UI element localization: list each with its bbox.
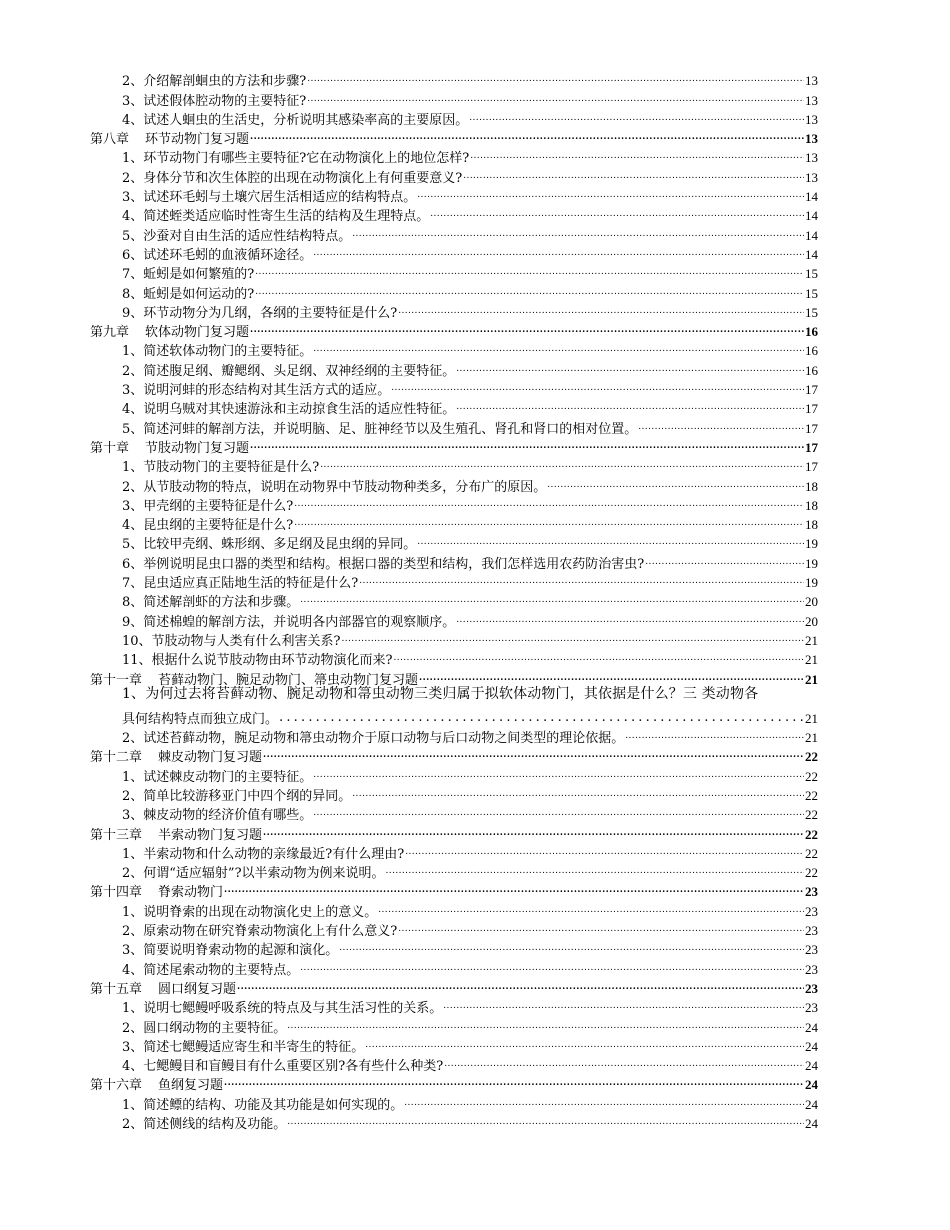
dot-leader: [391, 375, 804, 394]
dot-leader: [444, 1051, 804, 1070]
dot-leader: [279, 704, 804, 723]
dot-leader: [359, 568, 804, 587]
dot-leader: [263, 742, 804, 761]
page-number: 23: [805, 961, 818, 977]
page-number: 24: [805, 1019, 818, 1035]
chapter-heading: [90, 323, 249, 342]
dot-leader: [250, 433, 804, 452]
dot-leader: [313, 336, 804, 355]
dot-leader: [443, 993, 804, 1012]
chapter-number: 第十三章: [90, 827, 143, 843]
page-number: 17: [805, 401, 818, 417]
page-number: 19: [805, 575, 818, 591]
page-number: 17: [805, 382, 818, 398]
page-number: 18: [805, 517, 818, 533]
dot-leader: [263, 819, 804, 838]
item-text: 3、说明河蚌的形态结构对其生活方式的适应。: [122, 383, 391, 399]
dot-leader: [300, 954, 804, 973]
dot-leader: [339, 935, 804, 954]
dot-leader: [394, 645, 804, 664]
page-number: 13: [805, 73, 818, 89]
page-number: 13: [805, 92, 818, 108]
chapter-heading: [90, 883, 223, 902]
item-text: 1、简述鳔的结构、功能及其功能是如何实现的。: [122, 1097, 404, 1113]
chapter-title: 鱼纲复习题: [158, 1078, 224, 1094]
item-text: 2、何谓“适应辐射”?以半索动物为例来说明。: [122, 866, 385, 882]
page-number: 14: [805, 246, 818, 262]
dot-leader: [250, 317, 804, 336]
dot-leader: [300, 587, 804, 606]
chapter-title: 环节动物门复习题: [145, 132, 250, 148]
page-number: 24: [805, 1058, 818, 1074]
item-text-line1: 1、为何过去将苔藓动物、腕足动物和箒虫动物三类归属于拟软体动物门，其依据是什么？三 类动物各: [122, 685, 759, 702]
page-number: 23: [805, 884, 818, 900]
table-of-contents: [90, 66, 818, 1133]
item-text: 3、试述假体腔动物的主要特征?: [122, 93, 307, 109]
page-number: 22: [805, 768, 818, 784]
item-text: 2、原索动物在研究脊索动物演化上有什么意义?: [122, 924, 398, 940]
chapter-number: 第八章: [90, 132, 130, 148]
page-number: 24: [805, 1077, 818, 1093]
page-number: 21: [805, 671, 818, 687]
page-number: 21: [805, 710, 818, 726]
page-number: 13: [805, 131, 818, 147]
dot-leader: [456, 606, 804, 625]
chapter-title: 圆口纲复习题: [158, 981, 237, 997]
dot-leader: [224, 1070, 804, 1089]
dot-leader: [378, 896, 804, 915]
page-number: 18: [805, 497, 818, 513]
page-number: 21: [805, 632, 818, 648]
chapter-heading: [90, 980, 236, 999]
page-number: 18: [805, 478, 818, 494]
dot-leader: [398, 916, 804, 935]
item-text: 7、昆虫适应真正陆地生活的特征是什么?: [122, 576, 359, 592]
item-text: 3、棘皮动物的经济价值有哪些。: [122, 808, 313, 824]
dot-leader: [255, 278, 804, 297]
item-text: 7、蚯蚓是如何繁殖的?: [122, 267, 255, 283]
page-number: 13: [805, 169, 818, 185]
item-text: 2、介绍解剖蛔虫的方法和步骤?: [122, 74, 307, 90]
dot-leader: [287, 1109, 804, 1128]
dot-leader: [294, 491, 804, 510]
dot-leader: [625, 723, 804, 742]
page-number: 14: [805, 208, 818, 224]
dot-leader: [463, 162, 804, 181]
item-text: 1、试述棘皮动物门的主要特征。: [122, 769, 313, 785]
page-number: 22: [805, 749, 818, 765]
item-text: 6、举例说明昆虫口器的类型和结构。根据口器的类型和结构，我们怎样选用农药防治害虫?: [122, 556, 645, 572]
item-text: 1、环节动物门有哪些主要特征?它在动物演化上的地位怎样?: [122, 151, 470, 167]
page-number: 22: [805, 865, 818, 881]
page-number: 15: [805, 266, 818, 282]
item-text: 1、说明脊索的出现在动物演化史上的意义。: [122, 904, 378, 920]
page-number: 23: [805, 923, 818, 939]
chapter-number: 第十一章: [90, 672, 143, 688]
item-text: 2、简单比较游移亚门中四个纲的异同。: [122, 788, 352, 804]
item-text: 2、圆口纲动物的主要特征。: [122, 1020, 287, 1036]
item-text: 5、沙蚕对自由生活的适应性结构特点。: [122, 228, 352, 244]
dot-leader: [237, 974, 804, 993]
page-number: 21: [805, 730, 818, 746]
page-number: 21: [805, 652, 818, 668]
chapter-title: 脊索动物门: [158, 885, 224, 901]
chapter-number: 第十六章: [90, 1078, 143, 1094]
page-number: 22: [805, 845, 818, 861]
dot-leader: [313, 761, 804, 780]
chapter-heading: [90, 439, 249, 458]
page-number: 23: [805, 1000, 818, 1016]
chapter-title: 棘皮动物门复习题: [158, 750, 263, 766]
page-number: 23: [805, 942, 818, 958]
item-text: 2、身体分节和次生体腔的出现在动物演化上有何重要意义?: [122, 170, 463, 186]
item-text: 11、根据什么说节肢动物由环节动物演化而来?: [122, 653, 393, 669]
dot-leader: [404, 1089, 804, 1108]
chapter-title: 半索动物门复习题: [158, 827, 263, 843]
page-number: 20: [805, 613, 818, 629]
item-text: 2、简述腹足纲、瓣鳃纲、头足纲、双神经纲的主要特征。: [122, 363, 456, 379]
item-text: 5、比较甲壳纲、蛛形纲、多足纲及昆虫纲的异同。: [122, 537, 417, 553]
toc-item-row: [90, 684, 818, 727]
page-number: 23: [805, 980, 818, 996]
dot-leader: [255, 259, 804, 278]
dot-leader: [456, 355, 804, 374]
item-text-line2-row: [90, 704, 818, 727]
page-number: 16: [805, 324, 818, 340]
dot-leader: [638, 413, 804, 432]
item-text: 2、简述侧线的结构及功能。: [122, 1117, 287, 1133]
dot-leader: [645, 548, 804, 567]
dot-leader: [307, 66, 804, 85]
page-number: 13: [805, 150, 818, 166]
item-text: 9、简述棉蝗的解剖方法，并说明各内部器官的观察顺序。: [122, 614, 456, 630]
page-number: 19: [805, 536, 818, 552]
item-text: 8、蚯蚓是如何运动的?: [122, 286, 255, 302]
page-number: 15: [805, 285, 818, 301]
dot-leader: [470, 143, 804, 162]
dot-leader: [224, 877, 804, 896]
page-number: 17: [805, 459, 818, 475]
chapter-number: 第十章: [90, 440, 130, 456]
page-number: 23: [805, 903, 818, 919]
page-number: 13: [805, 111, 818, 127]
item-text: 8、简述解剖虾的方法和步骤。: [122, 595, 300, 611]
dot-leader: [365, 1032, 804, 1051]
chapter-heading: [90, 826, 262, 845]
item-text-line2: 具何结构特点而独立成门。: [122, 711, 279, 727]
dot-leader: [456, 394, 804, 413]
page-number: 17: [805, 439, 818, 455]
page-number: 16: [805, 343, 818, 359]
item-text: 4、说明乌贼对其快速游泳和主动掠食生活的适应性特征。: [122, 402, 456, 418]
item-text: 4、昆虫纲的主要特征是什么?: [122, 518, 294, 534]
item-text: 1、说明七鳃鳗呼吸系统的特点及与其生活习性的关系。: [122, 1001, 443, 1017]
item-text: 3、试述环毛蚓与土壤穴居生活相适应的结构特点。: [122, 190, 417, 206]
page-number: 16: [805, 362, 818, 378]
dot-leader: [352, 781, 804, 800]
item-text: 1、简述软体动物门的主要特征。: [122, 344, 313, 360]
page-number: 22: [805, 787, 818, 803]
page-number: 24: [805, 1096, 818, 1112]
chapter-title: 苔藓动物门、腕足动物门、箒虫动物门复习题: [158, 672, 419, 688]
dot-leader: [398, 298, 804, 317]
item-text: 2、从节肢动物的特点，说明在动物界中节肢动物种类多，分布广的原因。: [122, 479, 547, 495]
dot-leader: [386, 858, 804, 877]
dot-leader: [430, 201, 804, 220]
page-number: 19: [805, 555, 818, 571]
page-number: 22: [805, 807, 818, 823]
page-number: 20: [805, 594, 818, 610]
dot-leader: [417, 529, 804, 548]
dot-leader: [417, 182, 804, 201]
item-text: 3、简述七鳃鳗适应寄生和半寄生的特征。: [122, 1039, 365, 1055]
page-number: 24: [805, 1116, 818, 1132]
dot-leader: [342, 626, 804, 645]
chapter-heading: [90, 748, 262, 767]
dot-leader: [320, 452, 804, 471]
page-number: 15: [805, 304, 818, 320]
page-number: 17: [805, 420, 818, 436]
dot-leader: [313, 800, 804, 819]
item-text: 3、简要说明脊索动物的起源和演化。: [122, 943, 339, 959]
dot-leader: [313, 240, 804, 259]
item-text: 4、七鳃鳗目和盲鳗目有什么重要区别?各有些什么种类?: [122, 1059, 444, 1075]
page-number: 14: [805, 227, 818, 243]
dot-leader: [307, 85, 804, 104]
dot-leader: [287, 1012, 804, 1031]
page-number: 24: [805, 1038, 818, 1054]
dot-leader: [419, 664, 804, 683]
item-text: 10、节肢动物与人类有什么利害关系?: [122, 633, 341, 649]
dot-leader: [250, 124, 804, 143]
chapter-number: 第十四章: [90, 885, 143, 901]
item-text: 6、试述环毛蚓的血液循环途径。: [122, 247, 313, 263]
item-text: 4、简述蛭类适应临时性寄生生活的结构及生理特点。: [122, 209, 430, 225]
item-text: 2、试述苔藓动物，腕足动物和箒虫动物介于原口动物与后口动物之间类型的理论依据。: [122, 731, 625, 747]
chapter-title: 节肢动物门复习题: [145, 440, 250, 456]
chapter-number: 第九章: [90, 325, 130, 341]
toc-item-row: [90, 66, 818, 90]
dot-leader: [547, 471, 804, 490]
item-text: 1、半索动物和什么动物的亲缘最近?有什么理由?: [122, 846, 405, 862]
dot-leader: [405, 839, 804, 858]
chapter-number: 第十五章: [90, 981, 143, 997]
item-text: 1、节肢动物门的主要特征是什么?: [122, 460, 320, 476]
page-number: 22: [805, 826, 818, 842]
chapter-heading: [90, 130, 249, 149]
item-text: 4、简述尾索动物的主要特点。: [122, 962, 300, 978]
chapter-number: 第十二章: [90, 750, 143, 766]
item-text: 4、试述人蛔虫的生活史，分析说明其感染率高的主要原因。: [122, 112, 469, 128]
item-text: 3、甲壳纲的主要特征是什么?: [122, 498, 294, 514]
dot-leader: [469, 105, 804, 124]
dot-leader: [294, 510, 804, 529]
item-text: 9、环节动物分为几纲，各纲的主要特征是什么?: [122, 305, 398, 321]
page-number: 14: [805, 189, 818, 205]
item-text: 5、简述河蚌的解剖方法，并说明脑、足、脏神经节以及生殖孔、肾孔和肾口的相对位置。: [122, 421, 638, 437]
dot-leader: [352, 220, 804, 239]
chapter-heading: [90, 1076, 223, 1095]
chapter-title: 软体动物门复习题: [145, 325, 250, 341]
